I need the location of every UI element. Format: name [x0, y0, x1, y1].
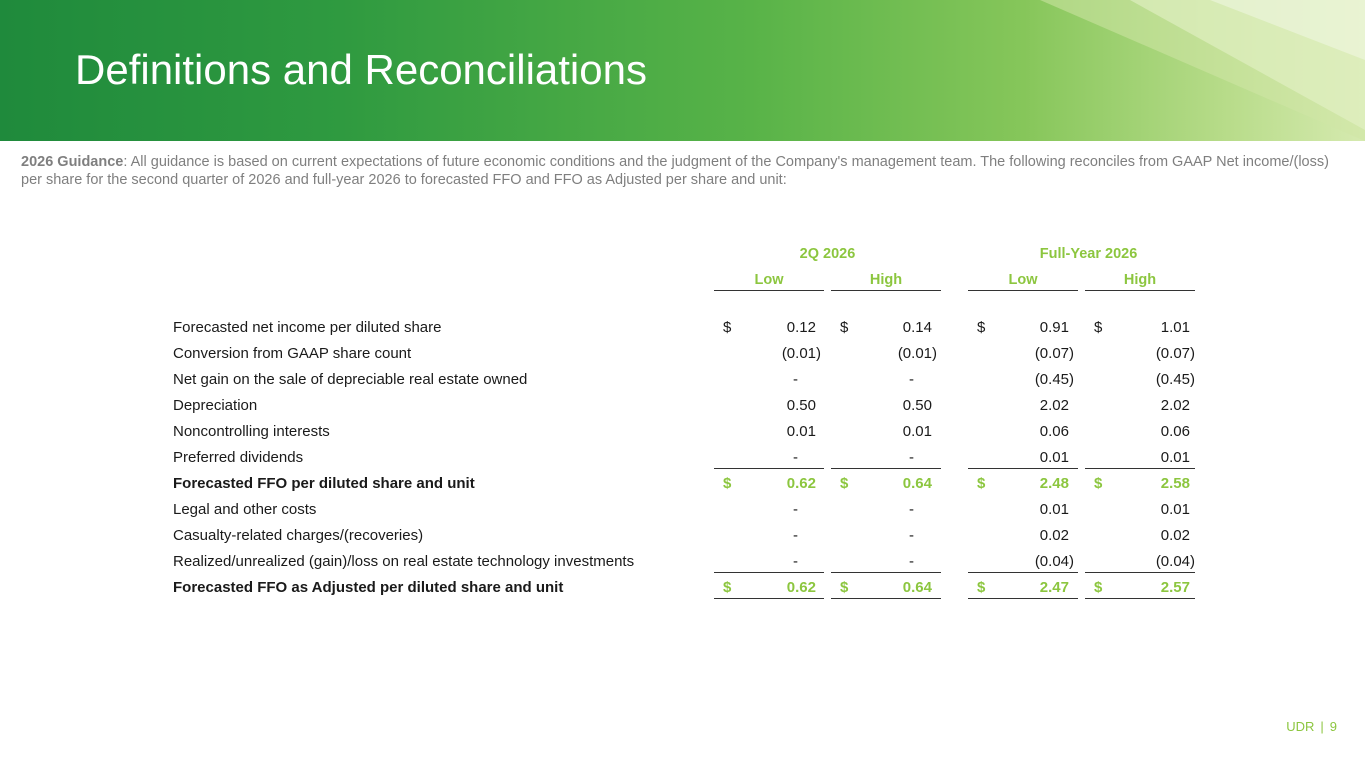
- table-cell: 0.62: [786, 475, 816, 492]
- table-cell: 0.12: [786, 319, 816, 336]
- row-label: Conversion from GAAP share count: [173, 345, 412, 362]
- table-cell: 0.50: [902, 397, 932, 414]
- group-header-full-year: Full-Year 2026: [1039, 246, 1138, 262]
- table-cell: 0.06: [1160, 423, 1190, 440]
- subheader-2q-high: High: [869, 272, 903, 288]
- table-cell: 0.02: [1160, 527, 1190, 544]
- row-label: Realized/unrealized (gain)/loss on real estate technology investments: [173, 553, 635, 570]
- currency-symbol: $: [1094, 475, 1103, 492]
- subheader-2q-low: Low: [754, 272, 784, 288]
- row-label: Forecasted FFO as Adjusted per diluted share and unit: [173, 579, 564, 596]
- subtotal-rule: [831, 468, 941, 469]
- table-cell: -: [909, 371, 914, 388]
- subtotal-rule: [968, 468, 1078, 469]
- table-cell: -: [793, 449, 798, 466]
- subheader-fy-high: High: [1123, 272, 1157, 288]
- table-cell: (0.01): [781, 345, 821, 362]
- table-cell: 0.91: [1039, 319, 1069, 336]
- currency-symbol: $: [840, 319, 849, 336]
- currency-symbol: $: [723, 579, 732, 596]
- table-cell: (0.01): [897, 345, 937, 362]
- row-label: Preferred dividends: [173, 449, 304, 466]
- footer: [1286, 719, 1337, 734]
- table-cell: 0.50: [786, 397, 816, 414]
- group-header-2q: 2Q 2026: [799, 246, 856, 262]
- table-cell: -: [909, 449, 914, 466]
- subheader-fy-low: Low: [1008, 272, 1038, 288]
- table-cell: -: [909, 501, 914, 518]
- subtotal-rule: [1085, 572, 1195, 573]
- subheader-underline: [1085, 290, 1195, 291]
- table-cell: (0.45): [1034, 371, 1074, 388]
- page-title: Definitions and Reconciliations: [75, 46, 647, 93]
- table-cell: (0.07): [1155, 345, 1195, 362]
- table-cell: (0.07): [1034, 345, 1074, 362]
- table-cell: 0.01: [786, 423, 816, 440]
- currency-symbol: $: [1094, 319, 1103, 336]
- table-cell: 0.01: [1039, 449, 1069, 466]
- table-cell: 0.62: [786, 579, 816, 596]
- footer-brand: UDR: [1286, 719, 1315, 734]
- currency-symbol: $: [723, 475, 732, 492]
- currency-symbol: $: [977, 475, 986, 492]
- table-cell: 0.64: [902, 475, 932, 492]
- table-cell: 2.48: [1039, 475, 1069, 492]
- table-cell: -: [793, 527, 798, 544]
- table-cell: 0.01: [1039, 501, 1069, 518]
- currency-symbol: $: [977, 579, 986, 596]
- row-label: Forecasted FFO per diluted share and unit: [173, 475, 475, 492]
- page-number: 9: [1329, 719, 1337, 734]
- currency-symbol: $: [1094, 579, 1103, 596]
- subheader-underline: [714, 290, 824, 291]
- currency-symbol: $: [977, 319, 986, 336]
- intro-lead: 2026 Guidance: [21, 154, 124, 170]
- table-cell: 2.47: [1039, 579, 1069, 596]
- table-cell: 2.02: [1039, 397, 1069, 414]
- subtotal-rule: [714, 572, 824, 573]
- table-cell: 0.02: [1039, 527, 1069, 544]
- table-cell: 0.14: [902, 319, 932, 336]
- intro-paragraph: [21, 153, 1351, 189]
- currency-symbol: $: [840, 475, 849, 492]
- total-rule: [831, 598, 941, 599]
- table-cell: (0.45): [1155, 371, 1195, 388]
- table-cell: (0.04): [1155, 553, 1195, 570]
- subheader-underline: [831, 290, 941, 291]
- footer-separator: |: [1320, 719, 1324, 734]
- table-cell: 2.58: [1160, 475, 1190, 492]
- table-cell: 0.64: [902, 579, 932, 596]
- row-label: Casualty-related charges/(recoveries): [173, 527, 424, 544]
- total-rule: [968, 598, 1078, 599]
- table-cell: 0.01: [1160, 501, 1190, 518]
- header-banner: [0, 0, 1365, 141]
- subtotal-rule: [1085, 468, 1195, 469]
- table-cell: -: [793, 501, 798, 518]
- table-cell: (0.04): [1034, 553, 1074, 570]
- intro-text: : All guidance is based on current expectations of future economic conditions and the judgment of the Company's management team. The following reconciles from GAAP Net income/(loss) per share for the second quarter of 2026 and full-year 2026 to forecasted FFO and FFO as Adjusted per share and unit:: [21, 154, 1329, 188]
- row-label: Forecasted net income per diluted share: [173, 319, 442, 336]
- table-cell: 0.06: [1039, 423, 1069, 440]
- subtotal-rule: [714, 468, 824, 469]
- table-cell: -: [909, 527, 914, 544]
- table-cell: -: [909, 553, 914, 570]
- currency-symbol: $: [723, 319, 732, 336]
- table-cell: 1.01: [1160, 319, 1190, 336]
- subtotal-rule: [831, 572, 941, 573]
- table-cell: 2.02: [1160, 397, 1190, 414]
- table-cell: 2.57: [1160, 579, 1190, 596]
- row-label: Legal and other costs: [173, 501, 317, 518]
- row-label: Net gain on the sale of depreciable real estate owned: [173, 371, 528, 388]
- table-cell: 0.01: [1160, 449, 1190, 466]
- subheader-underline: [968, 290, 1078, 291]
- total-rule: [1085, 598, 1195, 599]
- table-cell: -: [793, 371, 798, 388]
- currency-symbol: $: [840, 579, 849, 596]
- table-cell: 0.01: [902, 423, 932, 440]
- table-cell: -: [793, 553, 798, 570]
- row-label: Noncontrolling interests: [173, 423, 330, 440]
- total-rule: [714, 598, 824, 599]
- row-label: Depreciation: [173, 397, 258, 414]
- subtotal-rule: [968, 572, 1078, 573]
